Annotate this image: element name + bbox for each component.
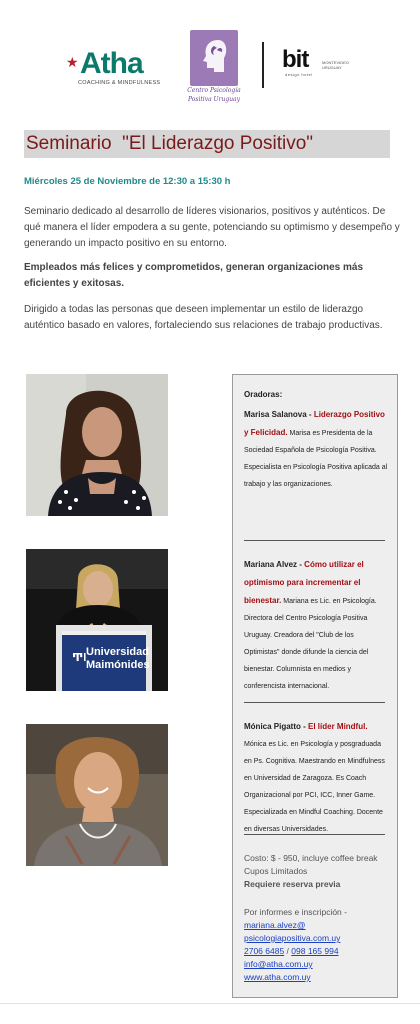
speaker-photo-monica (26, 724, 168, 866)
university-mark-icon: Ͳl (72, 652, 87, 664)
seats-text: Cupos Limitados (244, 866, 308, 876)
cpp-line2: Positiva Uruguay (187, 96, 241, 103)
speaker-topic: Cómo utilizar el optimismo para incrementar el bienestar. (244, 560, 364, 605)
bit-sub: design hotel (285, 72, 313, 77)
portrait-image (26, 724, 168, 866)
contact-block (244, 906, 394, 984)
cpp-caption (180, 86, 248, 104)
panel-divider (244, 540, 385, 541)
cost-block (244, 852, 394, 891)
title-quote: "El Liderazgo Positivo" (122, 133, 314, 154)
email-link-domain[interactable]: psicologiapositiva.com.uy (244, 933, 341, 943)
speaker-photo-mariana (26, 549, 168, 691)
logo-divider (262, 42, 264, 88)
speaker-name: Mónica Pigatto - (244, 722, 308, 731)
speaker-photo-marisa (26, 374, 168, 516)
head-profile-icon (200, 38, 228, 74)
banner-line2: Maimónides (86, 659, 150, 671)
event-date: Miércoles 25 de Noviembre de 12:30 a 15:30 h (24, 176, 231, 187)
speaker-block-marisa (244, 406, 390, 493)
phone-link-1[interactable]: 2706 6485 (244, 946, 285, 956)
speaker-topic: El líder Mindful. (308, 722, 368, 731)
panel-divider (244, 702, 385, 703)
speaker-topic: Liderazgo Positivo y Felicidad. (244, 410, 385, 437)
bit-small-text: MONTEVIDEO URUGUAY (322, 60, 349, 70)
info-label: Por informes e inscripción - (244, 907, 347, 917)
speaker-bio: Marisa es Presidenta de la Sociedad Española de Psicología Positiva. Especialista en Psicología Positiva aplicada al trabajo y las organizaciones. (244, 430, 388, 488)
phone-separator: / (284, 946, 292, 956)
speakers-heading: Oradoras: (244, 390, 283, 399)
university-banner (86, 646, 150, 672)
portrait-image (26, 374, 168, 516)
banner-line1: Universidad (86, 646, 149, 658)
cpp-line1: Centro Psicología (187, 87, 241, 94)
speaker-bio: Mariana es Lic. en Psicología. Directora del Centro Psicología Positiva Uruguay. Creadora del "Club de los Optimistas" donde difunde la ciencia del bienestar. Columnista en medios y conferencista internacional. (244, 598, 377, 690)
audience-paragraph: Dirigido a todas las personas que deseen implementar un estilo de liderazgo auténtico basado en valores, fortaleciendo sus relaciones de trabajo productivas. (24, 304, 383, 331)
speaker-name: Marisa Salanova - (244, 410, 314, 419)
description-paragraph: Seminario dedicado al desarrollo de líderes visionarios, positivos y auténticos. De qué manera el líder empodera a su gente, potenciando su optimismo y desempeño y generando un impacto positivo en su entorno. (24, 206, 400, 249)
website-link[interactable]: www.atha.com.uy (244, 972, 311, 982)
email-link-mariana[interactable]: mariana.alvez@ (244, 920, 306, 930)
speaker-name: Mariana Alvez - (244, 560, 305, 569)
email-link-atha[interactable]: info@atha.com.uy (244, 959, 313, 969)
atha-logo: Atha (80, 47, 143, 80)
title-word: Seminario (26, 133, 112, 154)
bit-logo: bit (282, 46, 309, 73)
reserve-text: Requiere reserva previa (244, 879, 341, 889)
highlight-paragraph: Empleados más felices y comprometidos, generan organizaciones más eficientes y exitosas. (24, 262, 364, 289)
speaker-bio: Mónica es Lic. en Psicología y posgraduada en Ps. Cognitiva. Maestrando en Mindfulness en Universidad de Zaragoza. Es Coach Organizacional por PCI, ICC, Inner Game. Especializada en Mindful Coaching. Docente en diversas Universidades. (244, 741, 385, 833)
cost-text: Costo: $ - 950, incluye coffee break (244, 853, 378, 863)
footer-divider (0, 1003, 420, 1004)
speaker-block-mariana (244, 556, 390, 695)
atha-star-icon: ★ (66, 54, 79, 70)
atha-tagline: COACHING & MINDFULNESS (78, 80, 161, 86)
panel-divider (244, 834, 385, 835)
speaker-block-monica (244, 718, 390, 838)
phone-link-2[interactable]: 098 165 994 (291, 946, 339, 956)
page-title (26, 131, 313, 157)
